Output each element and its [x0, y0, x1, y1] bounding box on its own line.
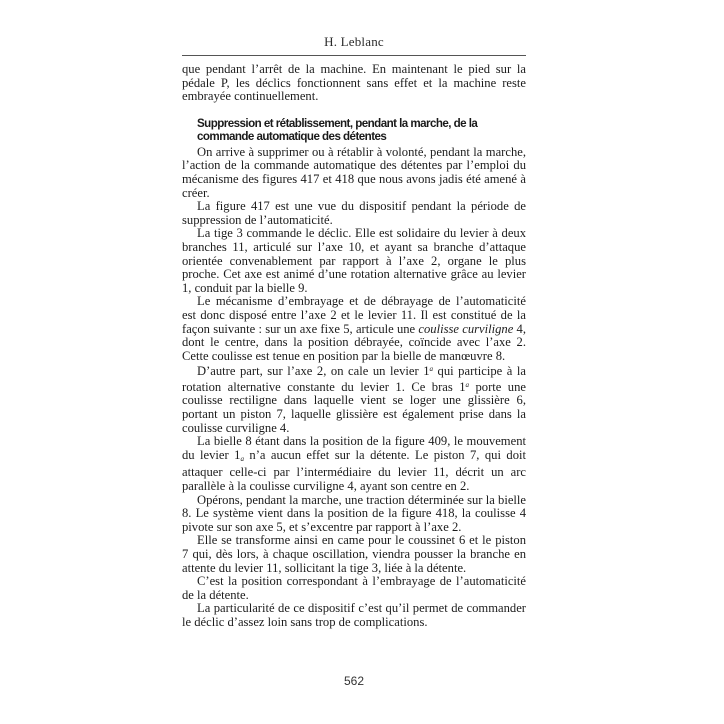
running-head-author: H. Leblanc [324, 34, 384, 49]
subscript: a [240, 454, 244, 463]
paragraph: La figure 417 est une vue du dispositif pendant la période de suppression de l’automaticité. [182, 199, 526, 227]
paragraph [182, 435, 526, 493]
text-run: 4, dont le centre, dans la position débrayée, coïncide avec l’axe 2. Cette coulisse est tenue en position par la bielle de manœuvre 8. [182, 321, 526, 363]
paragraph: Elle se transforme ainsi en came pour le coussinet 6 et le piston 7 qui, dès lors, à chaque oscillation, viendra pousser la branche en attente du levier 11, sollicitant la tige 3, liée à la détente. [182, 533, 526, 575]
italic-term: coulisse curviligne [418, 321, 514, 336]
paragraph: La tige 3 commande le déclic. Elle est solidaire du levier à deux branches 11, articulé sur l’axe 10, et ayant sa branche d’attaque orientée convenablement par rapport à l’axe 2, organe le plus proche. Cet axe est animé d’une rotation alternative grâce au levier 1, conduit par la bielle 9. [182, 226, 526, 295]
body-text [182, 63, 526, 630]
text-run: D’autre part, sur l’axe 2, on cale un levier 1 [197, 364, 430, 379]
text-run: porte une coulisse rectiligne dans laquelle vient se loger une glissière 6, portant un piston 7, laquelle glissière est également prise dans la coulisse curviligne 4. [182, 379, 526, 435]
paragraph [182, 295, 526, 363]
page-number: 562 [343, 674, 365, 688]
paragraph [182, 363, 526, 435]
text-run: qui participe à la rotation alternative constante du levier 1. Ce bras 1 [182, 364, 526, 394]
paragraph: On arrive à supprimer ou à rétablir à volonté, pendant la marche, l’action de la commande automatique des détentes par l’emploi du mécanisme des figures 417 et 418 que nous avons jadis été amené à créer. [182, 144, 526, 200]
paragraph: Opérons, pendant la marche, une traction déterminée sur la bielle 8. Le système vient dans la position de la figure 418, la coulisse 4 pivote sur son axe 5, et s’excentre par rapport à l’axe 2. [182, 492, 526, 534]
header-rule [182, 55, 526, 56]
text-run: n’a aucun effet sur la détente. Le piston 7, qui doit attaquer celle-ci par l’intermédiaire du levier 11, décrit un arc parallèle à la coulisse curviligne 4, ayant son centre en 2. [182, 447, 526, 494]
text-run: La bielle 8 étant dans la position de la figure 409, le mouvement du levier 1 [182, 434, 526, 462]
section-heading: Suppression et rétablissement, pendant la marche, de la commande automatique des détentes [197, 116, 478, 144]
paragraph: La particularité de ce dispositif c’est qu’il permet de commander le déclic d’assez loin sans trop de complications. [182, 601, 526, 629]
superscript: a [465, 380, 470, 389]
paragraph-continued: que pendant l’arrêt de la machine. En maintenant le pied sur la pédale P, les déclics fonctionnent sans effet et la machine reste embrayée continuellement. [182, 62, 526, 104]
text-run: Le mécanisme d’embrayage et de débrayage de l’automaticité est donc disposé entre l’axe 2 et le levier 11. Il est constitué de la façon suivante : sur un axe fixe 5, articule une [182, 294, 526, 336]
paragraph: C’est la position correspondant à l’embrayage de l’automaticité de la détente. [182, 574, 526, 602]
superscript: a [429, 365, 433, 374]
